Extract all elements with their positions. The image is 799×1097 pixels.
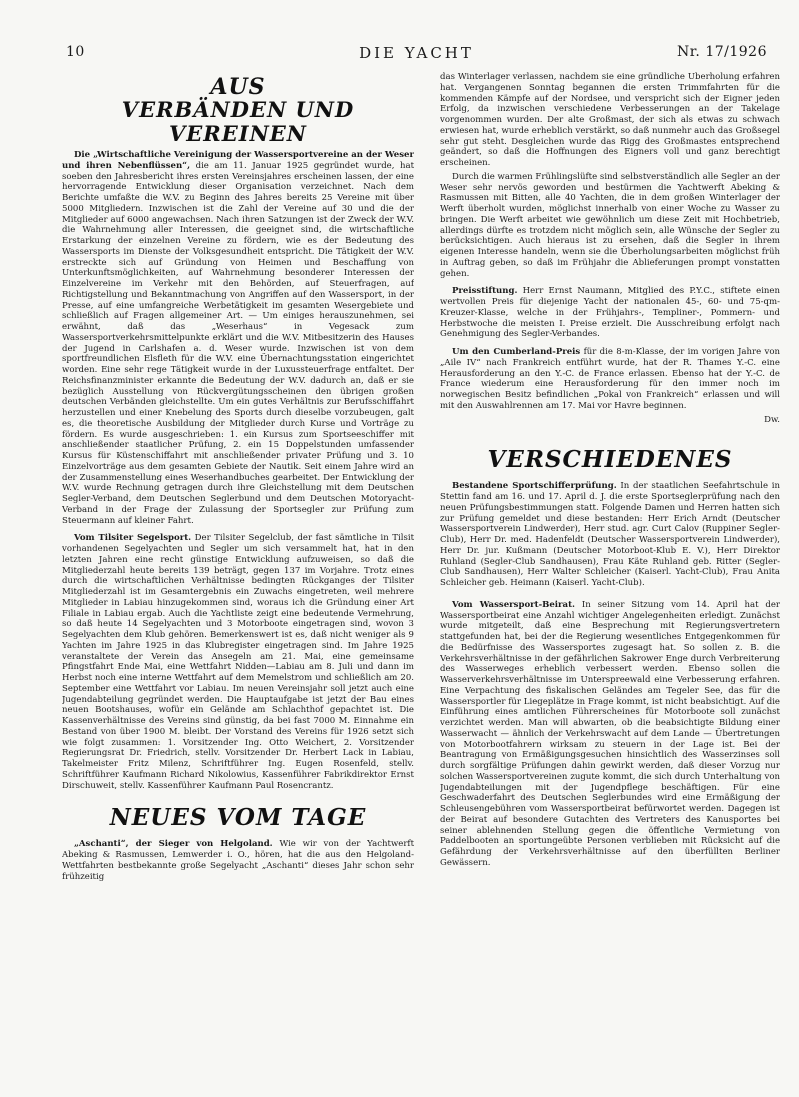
magazine-title: DIE YACHT xyxy=(359,44,474,62)
section-heading-verbaende: VERBÄNDEN UND VEREINEN xyxy=(121,97,355,146)
article-lead: Die „Wirtschaftliche Vereinigung der Wassersportvereine an der Weser und ihren Nebenflüssen“, xyxy=(62,150,414,171)
article-lead: Um den Cumberland-Preis xyxy=(452,347,581,357)
article-wassersport-beirat xyxy=(440,600,780,869)
left-column xyxy=(62,72,414,1077)
section-heading-verschiedenes: VERSCHIEDENES xyxy=(487,446,733,474)
article-preisstiftung xyxy=(440,286,780,340)
article-body: In seiner Sitzung vom 14. April hat der Wassersportbeirat eine Anzahl wichtiger Angelegenheiten erledigt. Zunächst wurde mitgeteilt, daß eine Besprechung mit Regierungsvertretern stattgefunden hat, bei der die Regierung wesentliches Entgegenkommen für die Bedürfnisse des Wassersportes zugesagt hat. So sollen z. B. die Verkehrsverhältnisse in der gefährlichen Sakrower Enge durch Verbreiterung des Wasserweges erheblich verbessert werden. Ebenso sollen die Wasserverkehrsverhältnisse im Unterspreewald eine Verbesserung erfahren. Eine Verpachtung des fiskalischen Geländes am Tegeler See, das für die Wassersportler für Liegeplätze in Frage kommt, ist nicht beabsichtigt. Auf die Einführung eines amtlichen Führerscheines für Motorboote soll zunächst verzichtet werden. Man will abwarten, ob die beabsichtigte Bildung einer Wasserwacht — ähnlich der Verkehrswacht auf dem Lande — Übertretungen von Motorbootfahrern wirksam zu steuern in der Lage ist. Bei der Beantragung von Ermäßigungsgesuchen hinsichtlich des Wasserzinses soll durch sorgfältige Prüfungen dahin gewirkt werden, daß dieser Vorzug nur solchen Wassersportvereinen zugute kommt, die sich durch Unterhaltung von Jugendabteilungen mit der Jugendpflege beschäftigen. Für eine Geschwaderfahrt des Deutschen Seglerbundes wird eine Ermäßigung der Schleusengebühren vom Wassersportbeirat befürwortet werden. Dagegen ist der Beirat auf besondere Gutachten des Vertreters des Kanusportes bei seiner ablehnenden Stellung gegen die öffentliche Vermietung von Paddelbooten an sportungeübte Personen verblieben mit Rücksicht auf die Gefährdung der Verkehrsverhältnisse auf den überfüllten Berliner Gewässern. xyxy=(440,599,780,868)
page-header xyxy=(66,44,767,64)
article-body: die am 11. Januar 1925 gegründet wurde, hat soeben den Jahresbericht ihres ersten Vereinsjahres erscheinen lassen, der eine hervorragende Entwicklung dieser Organisation verzeichnet. Nach dem Berichte umfaßte die W.V. zu Beginn des Jahres bereits 25 Vereine mit über 5000 Mitgliedern. Inzwischen ist die Zahl der Vereine auf 30 und die der Mitglieder auf 6000 angewachsen. Nach ihren Satzungen ist der Zweck der W.V. die Wahrnehmung aller Interessen, die geeignet sind, die wirtschaftliche Erstarkung der einzelnen Vereine zu fördern, wie es der Bedeutung des Wassersports im Dienste der Volksgesundheit entspricht. Die Tätigkeit der W.V. erstreckte sich auf Gründung von Heimen und Beschaffung von Unterkunftsmöglichkeiten, auf Wahrnehmung besonderer Interessen der Einzelvereine im Verkehr mit den Behörden, auf Steuerfragen, auf Richtigstellung und Bekanntmachung von Angriffen auf den Wassersport, in der Presse, auf eine umfangreiche Werbetätigkeit im gesamten Wesergebiete und schließlich auf Fragen allgemeiner Art. — Um einiges herauszunehmen, sei erwähnt, daß das „Weserhaus“ in Vegesack zum Wassersportverkehrsmittelpunkte erklärt und die W.V. Mitbesitzerin des Hauses der Jugend in Carlshafen a. d. Weser wurde. Inzwischen ist von dem sportfreundlichen Elsfleth für die W.V. eine Übernachtungsstation eingerichtet worden. Eine sehr rege Tätigkeit wurde in der Luxussteuerfrage entfaltet. Der Reichsfinanzminister erkannte die Bedeutung der W.V. dadurch an, daß er sie bezüglich Ausstellung von Rückvergütungsscheinen den übrigen großen deutschen Verbänden gleichstellte. Um ein gutes Verhältnis zur Berufsschiffahrt herzustellen und einer Knebelung des Sports durch dieselbe vorzubeugen, galt es, die theoretische Ausbildung der Mitglieder durch Kurse und Vorträge zu fördern. Es wurde ausgeschrieben: 1. ein Kursus zum Sportseeschiffer mit anschließender staatlicher Prüfung, 2. ein 15 Doppelstunden umfassender Kursus für Küstenschiffahrt mit anschließender privater Prüfung und 3. 10 Einzelvorträge aus dem gesamten Gebiete der Nautik. Seit einem Jahre wird an der Zusammenstellung eines Weserhandbuches gearbeitet. Der Entwicklung der W.V. wurde Rechnung getragen durch ihre Gleichstellung mit dem Deutschen Segler-Verband, dem Deutschen Seglerbund und dem Deutschen Motoryacht-Verband in der Frage der Zulassung der Sportsegler zur Prüfung zum Steuermann auf kleiner Fahrt. xyxy=(62,160,414,526)
article-aschanti-continued: das Winterlager verlassen, nachdem sie eine gründliche Überholung erfahren hat. Vergangenen Sonntag begannen die ersten Trimmfahrten für die kommenden Kämpfe auf der Nordsee, und verspricht sich der Eigner jeden Erfolg, da inzwischen verschiedene Verbesserungen an der Takelage vorgenommen wurden. Der alte Großmast, der sich als etwas zu schwach erwiesen hat, wurde erheblich verstärkt, so daß nunmehr auch das Großsegel sehr gut steht. Desgleichen wurde das Rigg des Großmastes entsprechend geändert, so daß die Hoffnungen des Eigners voll und ganz berechtigt erscheinen. xyxy=(440,72,780,168)
article-body: In der staatlichen Seefahrtschule in Stettin fand am 16. und 17. April d. J. die erste Sportseglerprüfung nach den neuen Prüfungsbestimmungen statt. Folgende Damen und Herren hatten sich zur Prüfung gemeldet und diese bestanden: Herr Erich Arndt (Deutscher Wassersportverein Lindwerder), Herr stud. agr. Curt Calov (Ruppiner Segler-Club), Herr Dr. med. Hadenfeldt (Deutscher Wassersportverein Lindwerder), Herr Dr. jur. Kußmann (Deutscher Motorboot-Klub E. V.), Herr Direktor Ruhland (Segler-Club Sandhausen), Frau Käte Ruhland geb. Ritter (Segler-Club Sandhausen), Herr Walter Schleicher (Kaiserl. Yacht-Club), Frau Anita Schleicher geb. Heimann (Kaiserl. Yacht-Club). xyxy=(440,481,780,588)
article-lead: Vom Tilsiter Segelsport. xyxy=(74,533,192,544)
article-body: Der Tilsiter Segelclub, der fast sämtliche in Tilsit vorhandenen Segelyachten und Segler um sich versammelt hat, hat in den letzten Jahren eine recht günstige Entwicklung aufzuweisen, so daß die Mitgliederzahl heute bereits 139 beträgt, gegen 137 im Vorjahre. Trotz eines durch die wirtschaftlichen Verhältnisse bedingten Rückganges der Tilsiter Mitgliederzahl ist im Gesamtergebnis ein Zuwachs eingetreten, weil mehrere Mitglieder in Labiau hinzugekommen sind, woraus ich die Gründung einer Art Filiale in Labiau ergab. Auch die Yachtliste zeigt eine bedeutende Vermehrung, so daß heute 14 Segelyachten und 3 Motorboote eingetragen sind, wovon 3 Segelyachten dem Klub gehören. Bemerkenswert ist es, daß nicht weniger als 9 Yachten im Jahre 1925 in das Klubregister eingetragen sind. Im Jahre 1925 veranstaltete der Verein das Ansegeln am 21. Mai, eine gemeinsame Pfingstfahrt Ende Mai, eine Wettfahrt Nidden—Labiau am 8. Juli und dann im Herbst noch eine interne Wettfahrt auf dem Memelstrom und schließlich am 20. September eine Wettfahrt vor Labiau. Im neuen Vereinsjahr soll jetzt auch eine Jugendabteilung gegründet werden. Die Hauptaufgabe ist jetzt der Bau eines neuen Bootshauses, wofür ein Gelände am Schlachthof gepachtet ist. Die Kassenverhältnisse des Vereins sind günstig, da bei fast 7000 M. Einnahme ein Bestand von über 1900 M. bleibt. Der Vorstand des Vereins für 1926 setzt sich wie folgt zusammen: 1. Vorsitzender Ing. Otto Weichert, 2. Vorsitzender Regierungsrat Dr. Friedrich, stellv. Vorsitzender Dr. Herbert Lack in Labiau, Takelmeister Fritz Milenz, Schriftführer Ing. Eugen Rosenfeld, stellv. Schriftführer Kaufmann Richard Nikolowius, Kassenführer Fabrikdirektor Ernst Dirschuweit, stellv. Kassenführer Kaufmann Paul Rosencrantz. xyxy=(62,533,414,791)
page-number: 10 xyxy=(66,44,85,60)
article-lead: Preisstiftung. xyxy=(452,286,518,297)
article-aschanti xyxy=(62,839,414,882)
article-wirtschaftliche-vereinigung xyxy=(62,150,414,526)
article-tilsiter-segelsport xyxy=(62,533,414,791)
section-heading-neues: NEUES VOM TAGE xyxy=(109,804,367,832)
article-lead: „Aschanti“, der Sieger von Helgoland. xyxy=(74,839,273,850)
article-lead: Bestandene Sportschifferprüfung. xyxy=(452,481,617,492)
article-sportschifferpruefung xyxy=(440,481,780,589)
author-signature: Dw. xyxy=(764,414,780,425)
article-cumberland-preis xyxy=(440,347,780,412)
article-body: Herr Ernst Naumann, Mitglied des P.Y.C., stiftete einen wertvollen Preis für diejenige Yacht der nationalen 45-, 60- und 75-qm-Kreuzer-Klasse, welche in der Frühjahrs-, Templiner-, Pommern- und Herbstwoche die meisten I. Preise erzielt. Die Ausschreibung erfolgt nach Genehmigung des Segler-Verbandes. xyxy=(440,286,780,340)
issue-number: Nr. 17/1926 xyxy=(677,44,767,60)
article-body: Wie wir von der Yachtwerft Abeking & Rasmussen, Lemwerder i. O., hören, hat die aus den Helgoland-Wettfahrten bestbekannte große Segelyacht „Aschanti“ dieses Jahr schon sehr frühzeitig xyxy=(62,839,414,882)
article-body: für die 8-m-Klasse, der im vorigen Jahre von „Aile IV“ nach Frankreich entführt wurde, hat der R. Thames Y.-C. eine Herausforderung an den Y.-C. de France erlassen. Ebenso hat der Y.-C. de France wiederum eine Herausforderung für den immer noch im norwegischen Besitz befindlichen „Pokal von Frankreich“ erlassen und will mit den Auswahlrennen am 17. Mai vor Havre beginnen. xyxy=(440,347,780,411)
article-fruehlingsluefte: Durch die warmen Frühlingslüfte sind selbstverständlich alle Segler an der Weser sehr nervös geworden und bestürmen die Yachtwerft Abeking & Rasmussen mit Bitten, alle 40 Yachten, die in dem großen Winterlager der Werft überholt wurden, möglichst innerhalb von einer Woche zu Wasser zu bringen. Die Werft arbeitet wie gewöhnlich um diese Zeit mit Hochbetrieb, allerdings dürfte es trotzdem nicht möglich sein, alle Wünsche der Segler zu berücksichtigen. Auch hieraus ist zu ersehen, daß die Segler in ihrem eigenen Interesse handeln, wenn sie die Überholungsarbeiten möglichst früh in Auftrag geben, so daß im Frühjahr die Ablieferungen prompt vonstatten gehen. xyxy=(440,171,780,279)
right-column xyxy=(440,72,780,1077)
article-lead: Vom Wassersport-Beirat. xyxy=(452,599,576,610)
section-heading-aus: AUS xyxy=(210,74,266,100)
